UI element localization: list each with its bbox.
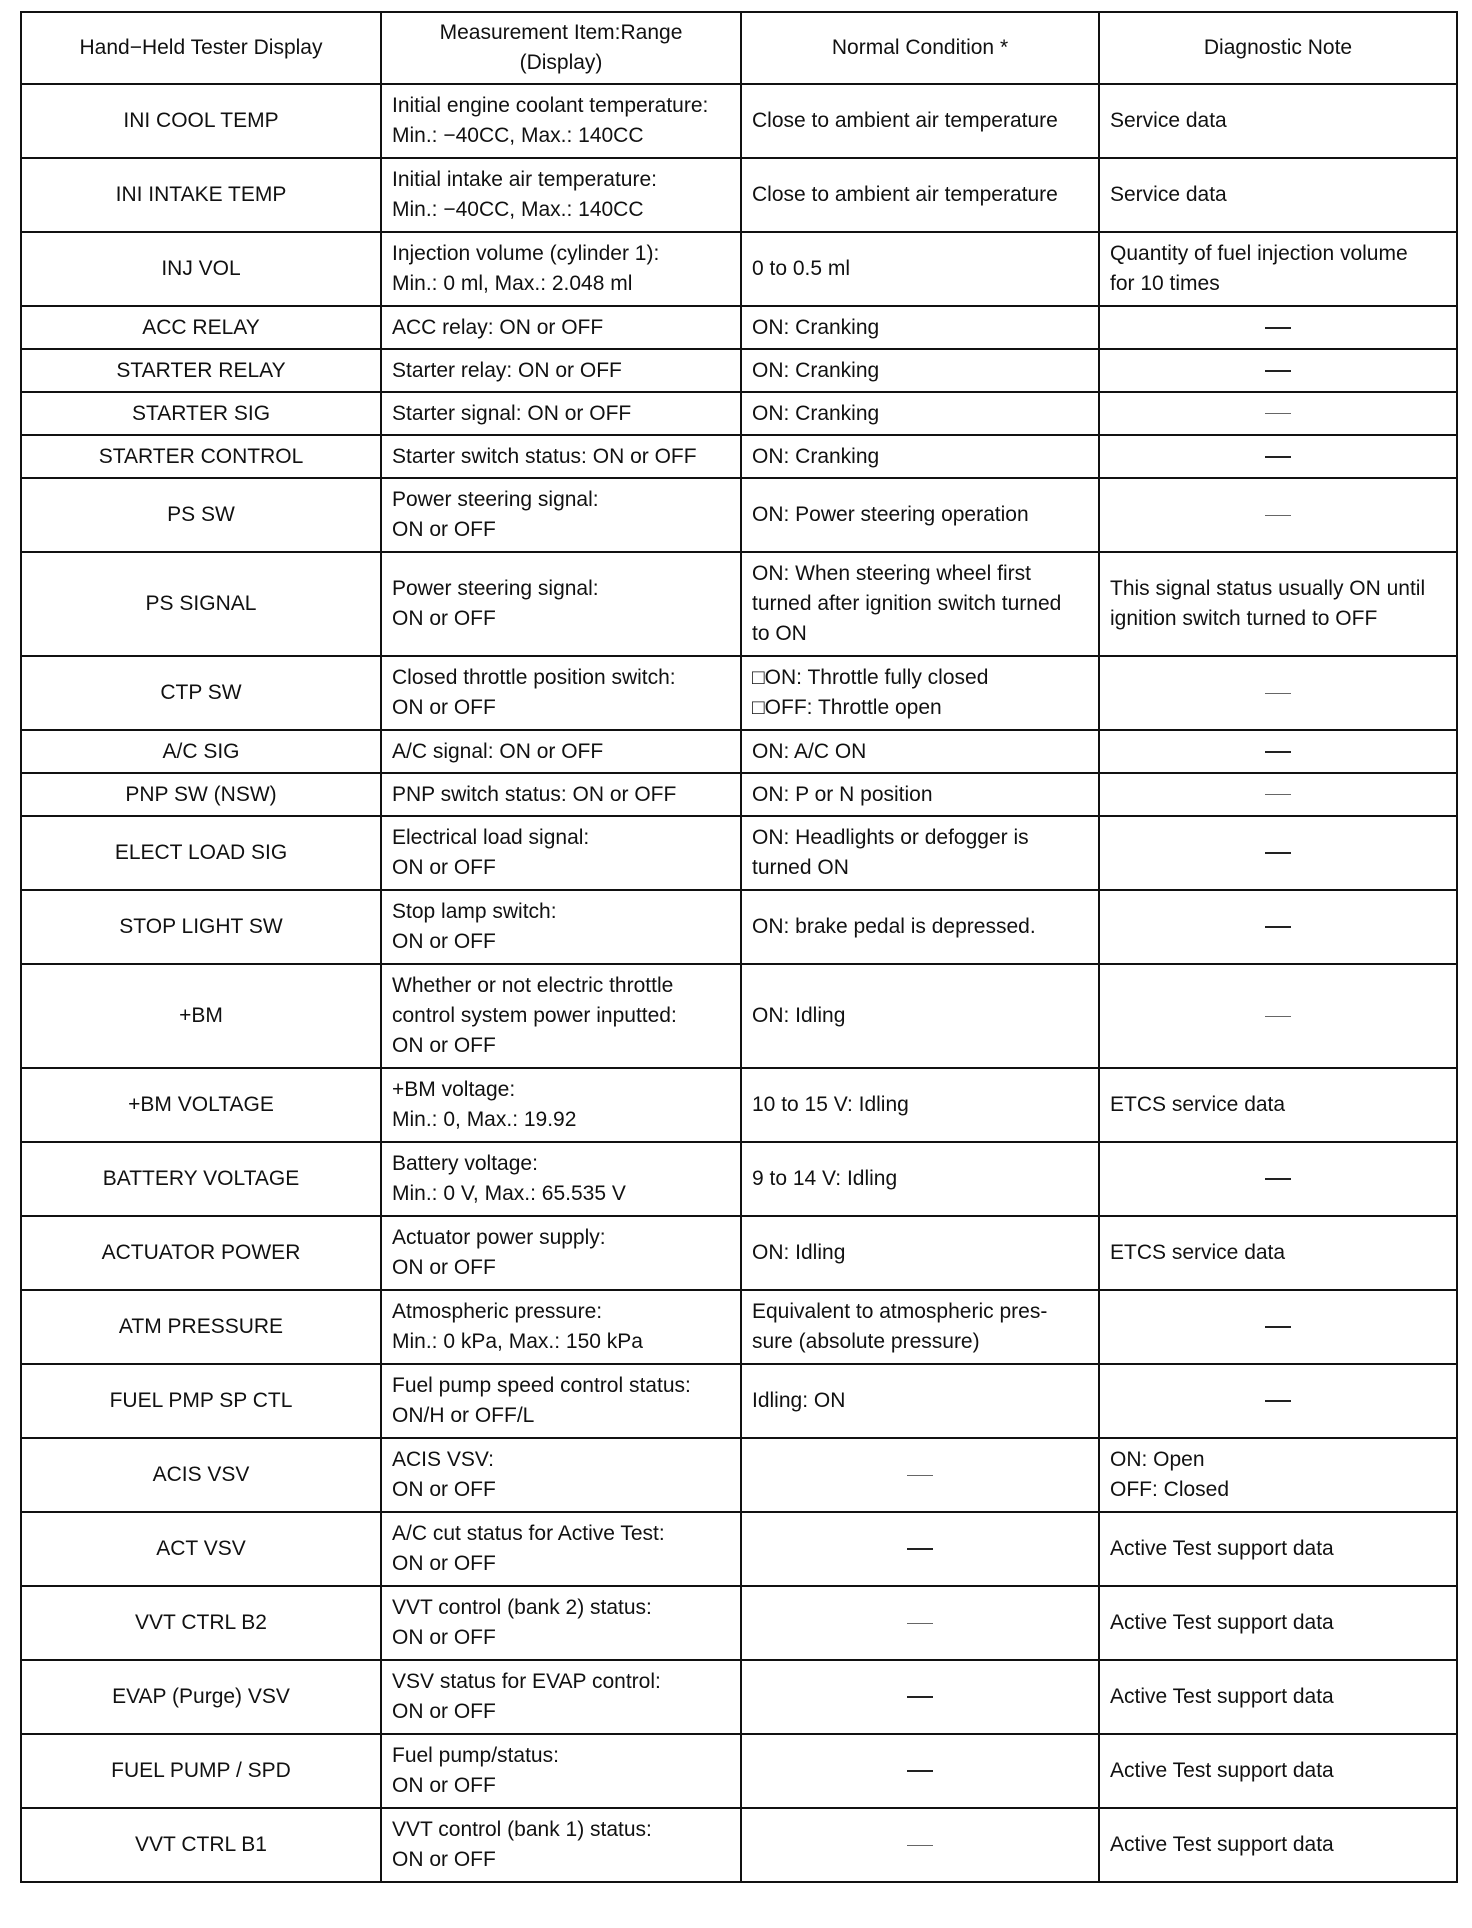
header-tester-display: Hand−Held Tester Display	[21, 12, 381, 84]
table-row	[21, 1660, 1457, 1734]
cell-tester-display: ACTUATOR POWER	[21, 1216, 381, 1290]
cell-measurement-range: VVT control (bank 1) status: ON or OFF	[381, 1808, 741, 1882]
cell-normal-condition	[741, 1734, 1099, 1808]
table-row	[21, 392, 1457, 435]
not-applicable-dash	[1265, 456, 1291, 458]
cell-normal-condition: ON: Cranking	[741, 435, 1099, 478]
cell-diagnostic-note: Active Test support data	[1099, 1734, 1457, 1808]
table-row	[21, 1216, 1457, 1290]
cell-normal-condition: ON: When steering wheel first turned after ignition switch turned to ON	[741, 552, 1099, 656]
not-applicable-dash	[1265, 852, 1291, 854]
not-applicable-dash	[1265, 1178, 1291, 1180]
cell-normal-condition	[741, 1438, 1099, 1512]
cell-diagnostic-note	[1099, 890, 1457, 964]
header-measurement-range: Measurement Item:Range (Display)	[381, 12, 741, 84]
cell-diagnostic-note	[1099, 435, 1457, 478]
table-row	[21, 306, 1457, 349]
table-row	[21, 1734, 1457, 1808]
cell-tester-display: STARTER SIG	[21, 392, 381, 435]
table-row	[21, 1290, 1457, 1364]
cell-normal-condition: ON: P or N position	[741, 773, 1099, 816]
cell-measurement-range: Atmospheric pressure: Min.: 0 kPa, Max.: 150 kPa	[381, 1290, 741, 1364]
table-row	[21, 1068, 1457, 1142]
table-row	[21, 158, 1457, 232]
not-applicable-dash	[907, 1475, 933, 1476]
cell-diagnostic-note	[1099, 306, 1457, 349]
cell-tester-display: PNP SW (NSW)	[21, 773, 381, 816]
not-applicable-dash	[1265, 1016, 1291, 1017]
cell-measurement-range: Power steering signal: ON or OFF	[381, 478, 741, 552]
table-row	[21, 1142, 1457, 1216]
table-row	[21, 890, 1457, 964]
cell-measurement-range: Injection volume (cylinder 1): Min.: 0 ml, Max.: 2.048 ml	[381, 232, 741, 306]
table-row	[21, 232, 1457, 306]
table-row	[21, 349, 1457, 392]
not-applicable-dash	[907, 1845, 933, 1846]
cell-tester-display: FUEL PMP SP CTL	[21, 1364, 381, 1438]
table-row	[21, 1512, 1457, 1586]
cell-diagnostic-note: Active Test support data	[1099, 1512, 1457, 1586]
table-row	[21, 1586, 1457, 1660]
cell-tester-display: STOP LIGHT SW	[21, 890, 381, 964]
cell-diagnostic-note	[1099, 1142, 1457, 1216]
table-row	[21, 1808, 1457, 1882]
cell-diagnostic-note	[1099, 392, 1457, 435]
cell-normal-condition: Close to ambient air temperature	[741, 84, 1099, 158]
cell-measurement-range: A/C cut status for Active Test: ON or OFF	[381, 1512, 741, 1586]
table-row	[21, 773, 1457, 816]
cell-measurement-range: Electrical load signal: ON or OFF	[381, 816, 741, 890]
not-applicable-dash	[1265, 1400, 1291, 1402]
cell-tester-display: BATTERY VOLTAGE	[21, 1142, 381, 1216]
not-applicable-dash	[1265, 693, 1291, 694]
cell-diagnostic-note	[1099, 1290, 1457, 1364]
cell-normal-condition: 0 to 0.5 ml	[741, 232, 1099, 306]
cell-normal-condition: Equivalent to atmospheric pres- sure (absolute pressure)	[741, 1290, 1099, 1364]
cell-tester-display: ACIS VSV	[21, 1438, 381, 1512]
cell-diagnostic-note	[1099, 773, 1457, 816]
diagnostic-data-sheet	[20, 11, 1456, 1883]
table-row	[21, 478, 1457, 552]
cell-tester-display: +BM VOLTAGE	[21, 1068, 381, 1142]
cell-normal-condition: ON: brake pedal is depressed.	[741, 890, 1099, 964]
cell-tester-display: STARTER RELAY	[21, 349, 381, 392]
cell-tester-display: PS SIGNAL	[21, 552, 381, 656]
cell-normal-condition: 9 to 14 V: Idling	[741, 1142, 1099, 1216]
cell-measurement-range: Starter signal: ON or OFF	[381, 392, 741, 435]
not-applicable-dash	[1265, 413, 1291, 414]
table-row	[21, 1438, 1457, 1512]
cell-normal-condition: ON: Idling	[741, 1216, 1099, 1290]
cell-normal-condition	[741, 1808, 1099, 1882]
not-applicable-dash	[1265, 794, 1291, 795]
cell-normal-condition: ON: Idling	[741, 964, 1099, 1068]
cell-diagnostic-note: Service data	[1099, 158, 1457, 232]
cell-diagnostic-note: Active Test support data	[1099, 1660, 1457, 1734]
table-row	[21, 964, 1457, 1068]
cell-diagnostic-note: ETCS service data	[1099, 1068, 1457, 1142]
cell-normal-condition: ON: Cranking	[741, 392, 1099, 435]
table-row	[21, 84, 1457, 158]
cell-normal-condition: □ON: Throttle fully closed □OFF: Throttle open	[741, 656, 1099, 730]
cell-measurement-range: PNP switch status: ON or OFF	[381, 773, 741, 816]
cell-tester-display: PS SW	[21, 478, 381, 552]
cell-measurement-range: VVT control (bank 2) status: ON or OFF	[381, 1586, 741, 1660]
cell-measurement-range: Stop lamp switch: ON or OFF	[381, 890, 741, 964]
cell-tester-display: VVT CTRL B1	[21, 1808, 381, 1882]
table-header-row	[21, 12, 1457, 84]
cell-diagnostic-note: Active Test support data	[1099, 1808, 1457, 1882]
cell-tester-display: +BM	[21, 964, 381, 1068]
cell-diagnostic-note	[1099, 656, 1457, 730]
table-row	[21, 656, 1457, 730]
cell-diagnostic-note	[1099, 478, 1457, 552]
cell-measurement-range: Fuel pump/status: ON or OFF	[381, 1734, 741, 1808]
cell-normal-condition: 10 to 15 V: Idling	[741, 1068, 1099, 1142]
cell-measurement-range: Actuator power supply: ON or OFF	[381, 1216, 741, 1290]
cell-normal-condition	[741, 1660, 1099, 1734]
cell-diagnostic-note: This signal status usually ON until ignition switch turned to OFF	[1099, 552, 1457, 656]
cell-tester-display: ATM PRESSURE	[21, 1290, 381, 1364]
cell-measurement-range: Battery voltage: Min.: 0 V, Max.: 65.535 V	[381, 1142, 741, 1216]
table-row	[21, 816, 1457, 890]
cell-tester-display: ACC RELAY	[21, 306, 381, 349]
not-applicable-dash	[1265, 370, 1291, 372]
cell-measurement-range: A/C signal: ON or OFF	[381, 730, 741, 773]
cell-normal-condition: Idling: ON	[741, 1364, 1099, 1438]
table-row	[21, 552, 1457, 656]
cell-measurement-range: Starter switch status: ON or OFF	[381, 435, 741, 478]
cell-measurement-range: Closed throttle position switch: ON or OFF	[381, 656, 741, 730]
not-applicable-dash	[907, 1623, 933, 1624]
not-applicable-dash	[907, 1548, 933, 1550]
cell-tester-display: CTP SW	[21, 656, 381, 730]
not-applicable-dash	[1265, 926, 1291, 928]
cell-normal-condition	[741, 1512, 1099, 1586]
cell-diagnostic-note: Active Test support data	[1099, 1586, 1457, 1660]
cell-normal-condition: ON: A/C ON	[741, 730, 1099, 773]
not-applicable-dash	[1265, 1326, 1291, 1328]
cell-measurement-range: Fuel pump speed control status: ON/H or OFF/L	[381, 1364, 741, 1438]
cell-tester-display: VVT CTRL B2	[21, 1586, 381, 1660]
data-list-table	[20, 11, 1458, 1883]
cell-normal-condition: ON: Cranking	[741, 349, 1099, 392]
cell-diagnostic-note: Service data	[1099, 84, 1457, 158]
table-row	[21, 730, 1457, 773]
cell-measurement-range: Whether or not electric throttle control system power inputted: ON or OFF	[381, 964, 741, 1068]
cell-measurement-range: ACC relay: ON or OFF	[381, 306, 741, 349]
cell-tester-display: FUEL PUMP / SPD	[21, 1734, 381, 1808]
cell-diagnostic-note: ON: Open OFF: Closed	[1099, 1438, 1457, 1512]
cell-measurement-range: +BM voltage: Min.: 0, Max.: 19.92	[381, 1068, 741, 1142]
not-applicable-dash	[1265, 327, 1291, 329]
cell-normal-condition	[741, 1586, 1099, 1660]
cell-measurement-range: ACIS VSV: ON or OFF	[381, 1438, 741, 1512]
cell-tester-display: INJ VOL	[21, 232, 381, 306]
cell-diagnostic-note	[1099, 349, 1457, 392]
cell-diagnostic-note	[1099, 1364, 1457, 1438]
cell-measurement-range: Initial intake air temperature: Min.: −40CC, Max.: 140CC	[381, 158, 741, 232]
cell-normal-condition: Close to ambient air temperature	[741, 158, 1099, 232]
cell-tester-display: EVAP (Purge) VSV	[21, 1660, 381, 1734]
cell-tester-display: A/C SIG	[21, 730, 381, 773]
cell-diagnostic-note: Quantity of fuel injection volume for 10 times	[1099, 232, 1457, 306]
cell-diagnostic-note	[1099, 816, 1457, 890]
cell-tester-display: STARTER CONTROL	[21, 435, 381, 478]
cell-diagnostic-note: ETCS service data	[1099, 1216, 1457, 1290]
cell-measurement-range: Power steering signal: ON or OFF	[381, 552, 741, 656]
cell-diagnostic-note	[1099, 730, 1457, 773]
table-row	[21, 435, 1457, 478]
table-body	[21, 84, 1457, 1882]
not-applicable-dash	[907, 1770, 933, 1772]
cell-measurement-range: VSV status for EVAP control: ON or OFF	[381, 1660, 741, 1734]
cell-tester-display: INI INTAKE TEMP	[21, 158, 381, 232]
not-applicable-dash	[907, 1696, 933, 1698]
header-diagnostic-note: Diagnostic Note	[1099, 12, 1457, 84]
table-row	[21, 1364, 1457, 1438]
cell-tester-display: INI COOL TEMP	[21, 84, 381, 158]
cell-tester-display: ELECT LOAD SIG	[21, 816, 381, 890]
cell-measurement-range: Initial engine coolant temperature: Min.: −40CC, Max.: 140CC	[381, 84, 741, 158]
cell-normal-condition: ON: Headlights or defogger is turned ON	[741, 816, 1099, 890]
not-applicable-dash	[1265, 751, 1291, 753]
cell-diagnostic-note	[1099, 964, 1457, 1068]
not-applicable-dash	[1265, 515, 1291, 516]
cell-normal-condition: ON: Cranking	[741, 306, 1099, 349]
header-normal-condition: Normal Condition *	[741, 12, 1099, 84]
cell-tester-display: ACT VSV	[21, 1512, 381, 1586]
cell-measurement-range: Starter relay: ON or OFF	[381, 349, 741, 392]
cell-normal-condition: ON: Power steering operation	[741, 478, 1099, 552]
